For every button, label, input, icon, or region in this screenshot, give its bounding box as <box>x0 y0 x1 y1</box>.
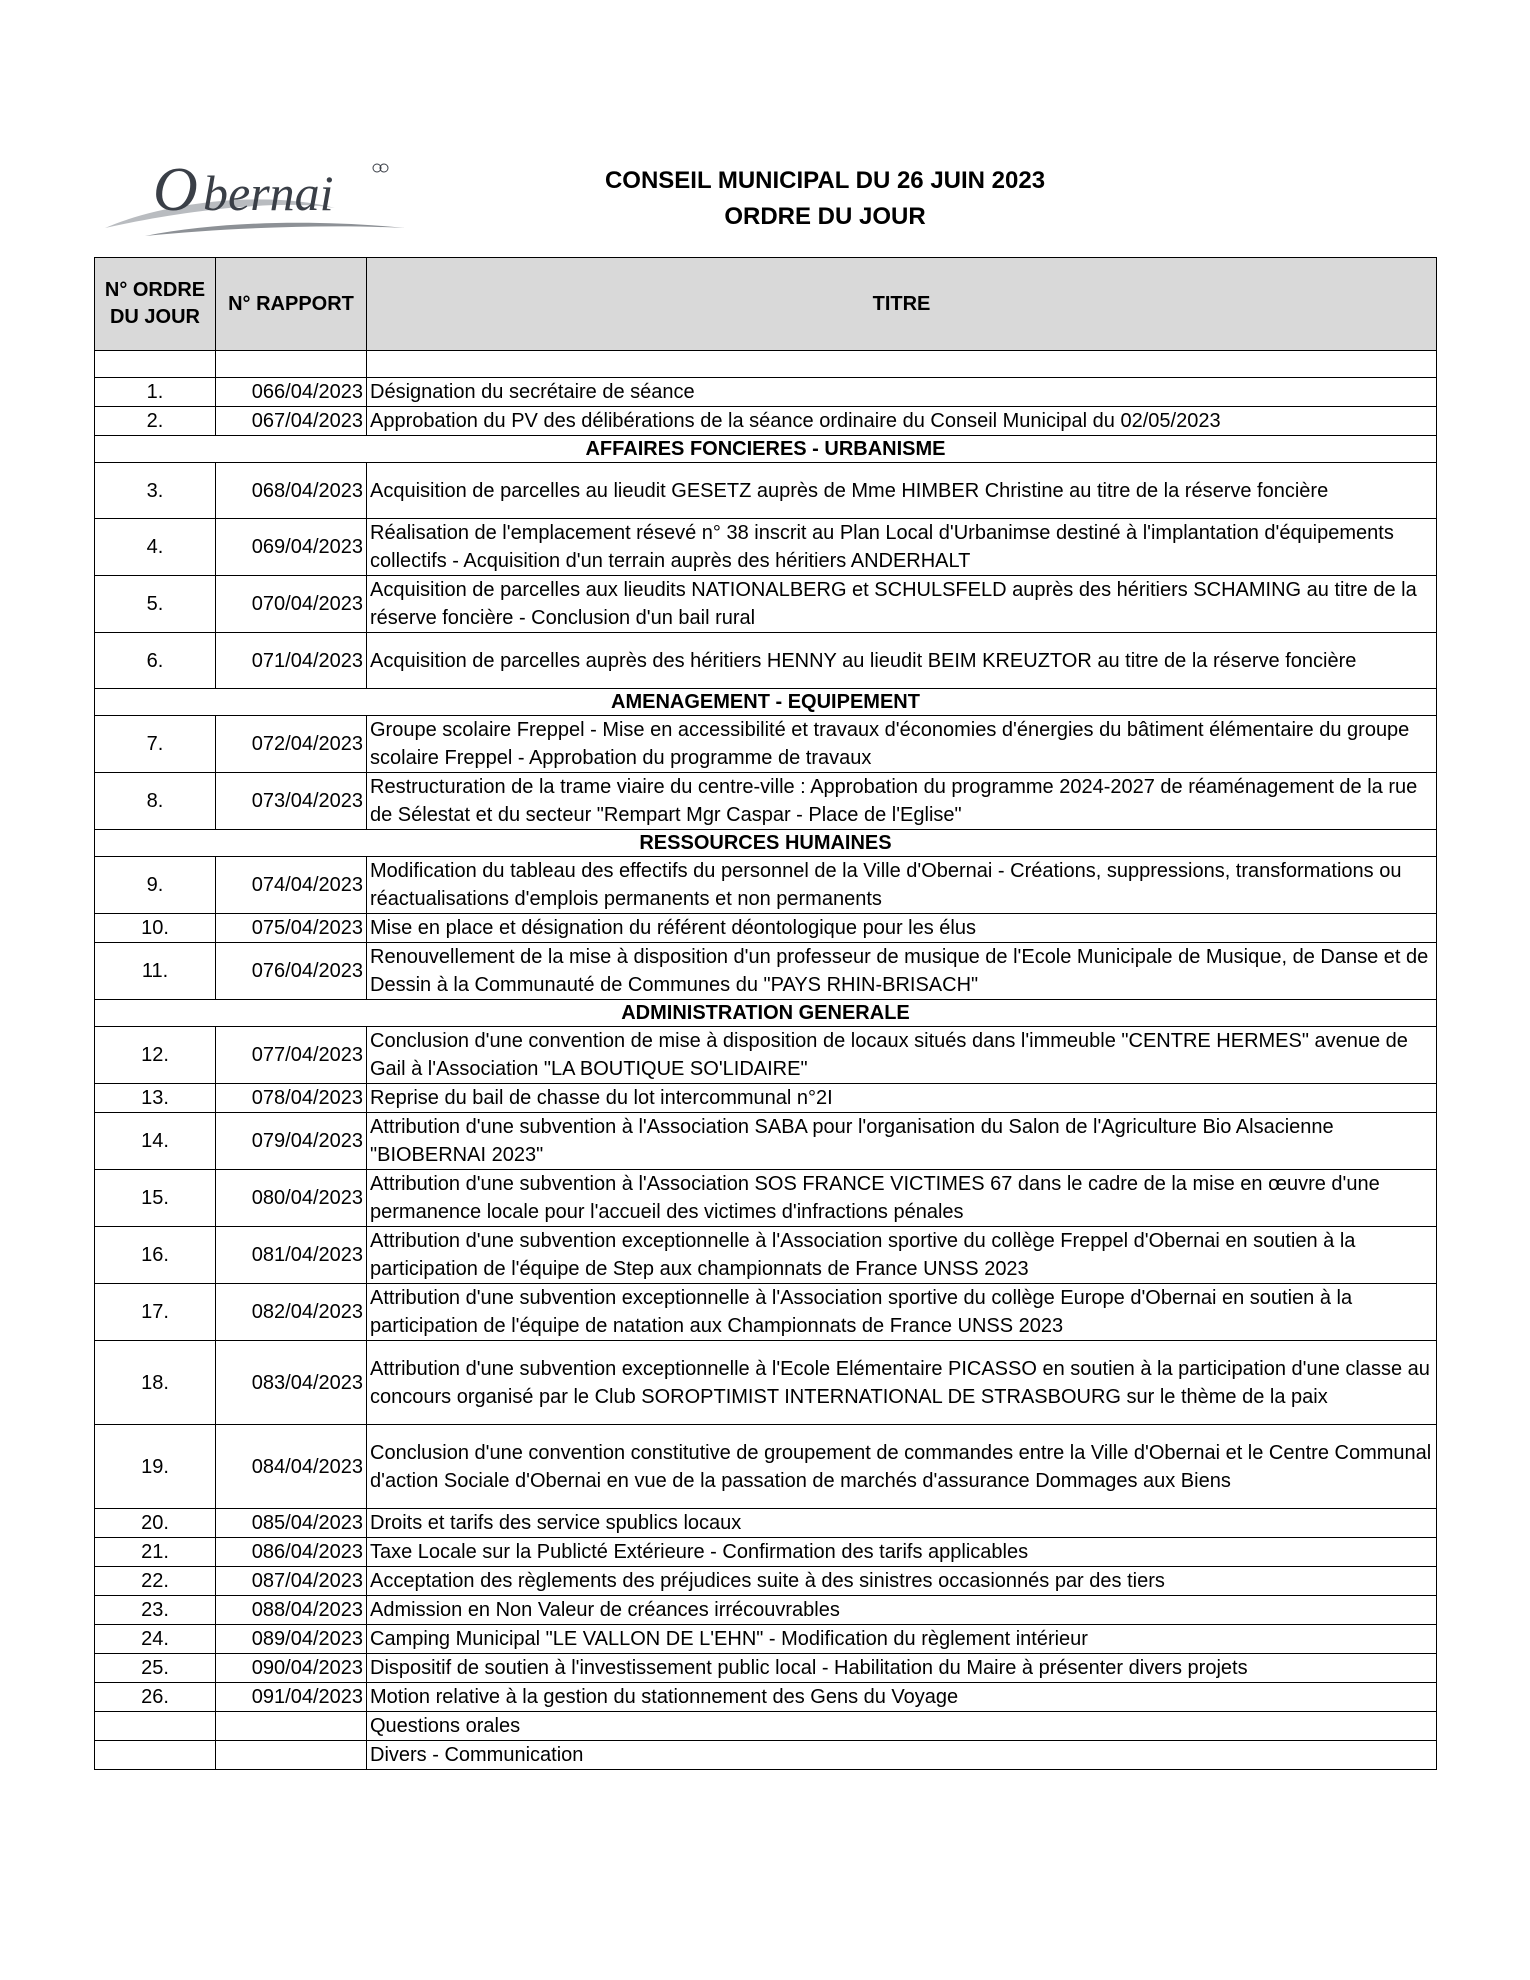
item-title: Renouvellement de la mise à disposition d'un professeur de musique de l'Ecole Municipale de Musique, de Danse et de Dessin à la Communauté de Communes du "PAYS RHIN-BRISACH" <box>367 943 1437 1000</box>
item-title: Motion relative à la gestion du stationnement des Gens du Voyage <box>367 1683 1437 1712</box>
agenda-item-row <box>95 716 1437 773</box>
item-number: 13. <box>95 1084 216 1113</box>
agenda-item-row <box>95 1170 1437 1227</box>
agenda-item-row <box>95 1509 1437 1538</box>
title-line-2: ORDRE DU JOUR <box>724 203 926 230</box>
item-title: Attribution d'une subvention à l'Association SABA pour l'organisation du Salon de l'Agriculture Bio Alsacienne "BIOBERNAI 2023" <box>367 1113 1437 1170</box>
document-title <box>450 163 1200 235</box>
agenda-item-row <box>95 1712 1437 1741</box>
item-rapport: 077/04/2023 <box>216 1027 367 1084</box>
table-header-row <box>95 258 1437 351</box>
item-rapport <box>216 1712 367 1741</box>
item-number: 20. <box>95 1509 216 1538</box>
blank-row <box>95 351 1437 378</box>
agenda-item-row <box>95 407 1437 436</box>
item-title: Reprise du bail de chasse du lot intercommunal n°2I <box>367 1084 1437 1113</box>
blank-cell <box>367 351 1437 378</box>
item-title: Conclusion d'une convention constitutive de groupement de commandes entre la Ville d'Obernai et le Centre Communal d'action Sociale d'Obernai en vue de la passation de marchés d'assurance Dommages aux Biens <box>367 1425 1437 1509</box>
item-rapport: 083/04/2023 <box>216 1341 367 1425</box>
item-title: Dispositif de soutien à l'investissement public local - Habilitation du Maire à présenter divers projets <box>367 1654 1437 1683</box>
agenda-item-row <box>95 1538 1437 1567</box>
blank-cell <box>95 351 216 378</box>
item-rapport <box>216 1741 367 1770</box>
agenda-item-row <box>95 1027 1437 1084</box>
item-number: 21. <box>95 1538 216 1567</box>
item-rapport: 082/04/2023 <box>216 1284 367 1341</box>
agenda-item-row <box>95 1425 1437 1509</box>
title-line-1: CONSEIL MUNICIPAL DU 26 JUIN 2023 <box>604 167 1046 194</box>
item-number: 22. <box>95 1567 216 1596</box>
agenda-item-row <box>95 463 1437 519</box>
item-rapport: 067/04/2023 <box>216 407 367 436</box>
item-number <box>95 1741 216 1770</box>
item-number: 6. <box>95 633 216 689</box>
item-number: 10. <box>95 914 216 943</box>
agenda-item-row <box>95 1683 1437 1712</box>
item-rapport: 068/04/2023 <box>216 463 367 519</box>
item-number: 2. <box>95 407 216 436</box>
item-rapport: 089/04/2023 <box>216 1625 367 1654</box>
col-header-ordre: N° ORDRE DU JOUR <box>95 258 216 351</box>
svg-text:bernai: bernai <box>203 165 334 221</box>
item-number: 8. <box>95 773 216 830</box>
item-title: Attribution d'une subvention exceptionnelle à l'Association sportive du collège Europe d'Obernai en soutien à la participation de l'équipe de natation aux Championnats de France UNSS 2023 <box>367 1284 1437 1341</box>
agenda-body <box>95 351 1437 1770</box>
item-number: 4. <box>95 519 216 576</box>
item-number: 3. <box>95 463 216 519</box>
item-number: 15. <box>95 1170 216 1227</box>
item-rapport: 076/04/2023 <box>216 943 367 1000</box>
section-row <box>95 830 1437 857</box>
item-rapport: 090/04/2023 <box>216 1654 367 1683</box>
item-number <box>95 1712 216 1741</box>
item-rapport: 081/04/2023 <box>216 1227 367 1284</box>
item-title: Réalisation de l'emplacement résevé n° 38 inscrit au Plan Local d'Urbanimse destiné à l'implantation d'équipements collectifs - Acquisition d'un terrain auprès des héritiers ANDERHALT <box>367 519 1437 576</box>
agenda-item-row <box>95 943 1437 1000</box>
item-title: Groupe scolaire Freppel - Mise en accessibilité et travaux d'économies d'énergies du bâtiment élémentaire du groupe scolaire Freppel - Approbation du programme de travaux <box>367 716 1437 773</box>
item-title: Taxe Locale sur la Publicté Extérieure - Confirmation des tarifs applicables <box>367 1538 1437 1567</box>
item-rapport: 091/04/2023 <box>216 1683 367 1712</box>
agenda-item-row <box>95 1227 1437 1284</box>
item-rapport: 074/04/2023 <box>216 857 367 914</box>
section-row <box>95 1000 1437 1027</box>
item-number: 1. <box>95 378 216 407</box>
agenda-item-row <box>95 1284 1437 1341</box>
item-title: Approbation du PV des délibérations de la séance ordinaire du Conseil Municipal du 02/05/2023 <box>367 407 1437 436</box>
item-title: Acceptation des règlements des préjudices suite à des sinistres occasionnés par des tiers <box>367 1567 1437 1596</box>
item-title: Conclusion d'une convention de mise à disposition de locaux situés dans l'immeuble "CENTRE HERMES" avenue de Gail à l'Association "LA BOUTIQUE SO'LIDAIRE" <box>367 1027 1437 1084</box>
agenda-item-row <box>95 378 1437 407</box>
item-title: Camping Municipal "LE VALLON DE L'EHN" - Modification du règlement intérieur <box>367 1625 1437 1654</box>
item-rapport: 075/04/2023 <box>216 914 367 943</box>
blank-cell <box>216 351 367 378</box>
item-title: Admission en Non Valeur de créances irrécouvrables <box>367 1596 1437 1625</box>
item-title: Attribution d'une subvention à l'Association SOS FRANCE VICTIMES 67 dans le cadre de la mise en œuvre d'une permanence locale pour l'accueil des victimes d'infractions pénales <box>367 1170 1437 1227</box>
item-title: Questions orales <box>367 1712 1437 1741</box>
item-rapport: 087/04/2023 <box>216 1567 367 1596</box>
item-title: Désignation du secrétaire de séance <box>367 378 1437 407</box>
item-rapport: 070/04/2023 <box>216 576 367 633</box>
section-row <box>95 436 1437 463</box>
item-number: 25. <box>95 1654 216 1683</box>
item-number: 14. <box>95 1113 216 1170</box>
item-rapport: 066/04/2023 <box>216 378 367 407</box>
item-number: 19. <box>95 1425 216 1509</box>
svg-text:O: O <box>153 156 198 224</box>
agenda-item-row <box>95 1113 1437 1170</box>
item-title: Acquisition de parcelles auprès des héritiers HENNY au lieudit BEIM KREUZTOR au titre de la réserve foncière <box>367 633 1437 689</box>
col-header-titre: TITRE <box>367 258 1437 351</box>
item-number: 18. <box>95 1341 216 1425</box>
agenda-item-row <box>95 914 1437 943</box>
item-number: 12. <box>95 1027 216 1084</box>
section-title: AMENAGEMENT - EQUIPEMENT <box>95 689 1437 716</box>
agenda-item-row <box>95 1341 1437 1425</box>
item-title: Droits et tarifs des service spublics locaux <box>367 1509 1437 1538</box>
section-row <box>95 689 1437 716</box>
agenda-item-row <box>95 1084 1437 1113</box>
item-number: 26. <box>95 1683 216 1712</box>
agenda-item-row <box>95 1625 1437 1654</box>
item-title: Attribution d'une subvention exceptionnelle à l'Ecole Elémentaire PICASSO en soutien à la participation d'une classe au concours organisé par le Club SOROPTIMIST INTERNATIONAL DE STRASBOURG sur le thème de la paix <box>367 1341 1437 1425</box>
item-number: 7. <box>95 716 216 773</box>
agenda-item-row <box>95 773 1437 830</box>
item-rapport: 084/04/2023 <box>216 1425 367 1509</box>
item-title: Restructuration de la trame viaire du centre-ville : Approbation du programme 2024-2027 de réaménagement de la rue de Sélestat et du secteur "Rempart Mgr Caspar - Place de l'Eglise" <box>367 773 1437 830</box>
item-rapport: 086/04/2023 <box>216 1538 367 1567</box>
col-header-rapport: N° RAPPORT <box>216 258 367 351</box>
item-rapport: 078/04/2023 <box>216 1084 367 1113</box>
item-title: Attribution d'une subvention exceptionnelle à l'Association sportive du collège Freppel d'Obernai en soutien à la participation de l'équipe de Step aux championnats de France UNSS 2023 <box>367 1227 1437 1284</box>
section-title: RESSOURCES HUMAINES <box>95 830 1437 857</box>
section-title: AFFAIRES FONCIERES - URBANISME <box>95 436 1437 463</box>
item-title: Acquisition de parcelles au lieudit GESETZ auprès de Mme HIMBER Christine au titre de la réserve foncière <box>367 463 1437 519</box>
item-rapport: 072/04/2023 <box>216 716 367 773</box>
agenda-item-row <box>95 1741 1437 1770</box>
item-number: 9. <box>95 857 216 914</box>
item-title: Mise en place et désignation du référent déontologique pour les élus <box>367 914 1437 943</box>
item-rapport: 088/04/2023 <box>216 1596 367 1625</box>
item-number: 23. <box>95 1596 216 1625</box>
item-number: 11. <box>95 943 216 1000</box>
agenda-item-row <box>95 1596 1437 1625</box>
item-rapport: 079/04/2023 <box>216 1113 367 1170</box>
agenda-item-row <box>95 857 1437 914</box>
agenda-table <box>94 257 1437 1770</box>
section-title: ADMINISTRATION GENERALE <box>95 1000 1437 1027</box>
agenda-item-row <box>95 519 1437 576</box>
item-title: Divers - Communication <box>367 1741 1437 1770</box>
item-number: 16. <box>95 1227 216 1284</box>
item-rapport: 069/04/2023 <box>216 519 367 576</box>
item-number: 17. <box>95 1284 216 1341</box>
item-number: 24. <box>95 1625 216 1654</box>
item-rapport: 071/04/2023 <box>216 633 367 689</box>
agenda-item-row <box>95 1567 1437 1596</box>
obernai-logo <box>105 150 405 245</box>
item-rapport: 073/04/2023 <box>216 773 367 830</box>
item-rapport: 080/04/2023 <box>216 1170 367 1227</box>
item-title: Modification du tableau des effectifs du personnel de la Ville d'Obernai - Créations, suppressions, transformations ou réactualisations d'emplois permanents et non permanents <box>367 857 1437 914</box>
agenda-item-row <box>95 633 1437 689</box>
agenda-item-row <box>95 1654 1437 1683</box>
item-rapport: 085/04/2023 <box>216 1509 367 1538</box>
item-number: 5. <box>95 576 216 633</box>
agenda-item-row <box>95 576 1437 633</box>
item-title: Acquisition de parcelles aux lieudits NATIONALBERG et SCHULSFELD auprès des héritiers SCHAMING au titre de la réserve foncière - Conclusion d'un bail rural <box>367 576 1437 633</box>
